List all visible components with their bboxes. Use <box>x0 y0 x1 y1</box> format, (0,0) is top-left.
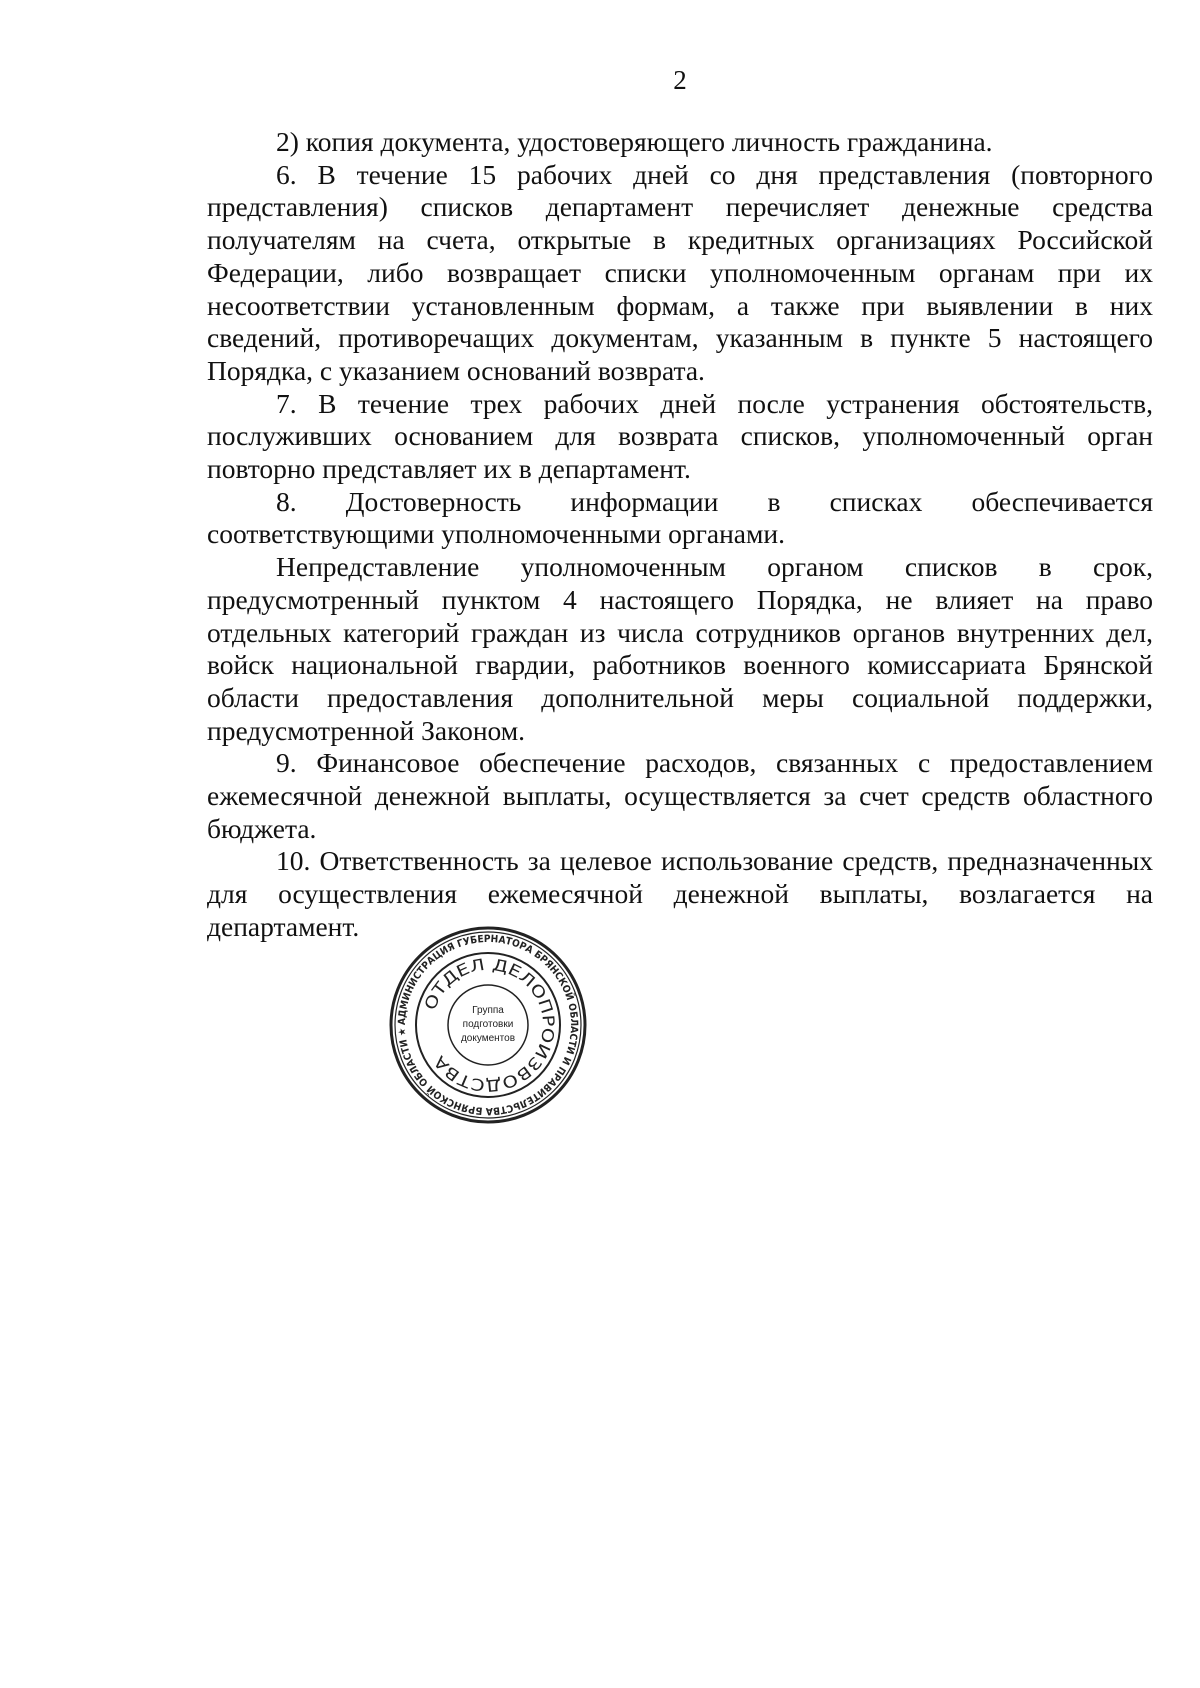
paragraph-item-2: 2) копия документа, удостоверяющего личность гражданина. <box>276 126 993 157</box>
stamp-center-line-1: Группа <box>472 1005 504 1016</box>
document-body <box>207 126 1153 944</box>
paragraph-7: 7. В течение трех рабочих дней после устранения обстоятельств, послуживших основанием для возврата списков, уполномоченный орган повторно представляет их в департамент. <box>207 387 1153 485</box>
stamp-graphic <box>388 925 588 1125</box>
stamp-outer-text: АДМИНИСТРАЦИЯ ГУБЕРНАТОРА БРЯНСКОЙ ОБЛАСТИ И ПРАВИТЕЛЬСТВА БРЯНСКОЙ ОБЛАСТИ ★ <box>396 933 580 1117</box>
page-number: 2 <box>673 65 687 95</box>
paragraph-10: 10. Ответственность за целевое использование средств, предназначенных для осуществления ежемесячной денежной выплаты, возлагается на департамент. <box>207 845 1153 942</box>
paragraph-6: 6. В течение 15 рабочих дней со дня представления (повторного представления) списков департамент перечисляет денежные средства получателям на счета, открытые в кредитных организациях Российской Федерации, либо возвращает списки уполномоченным органам при их несоответствии установленным формам, а также при выявлении в них сведений, противоречащих документам, указанным в пункте 5 настоящего Порядка, с указанием оснований возврата. <box>207 158 1153 386</box>
paragraph-non-submission: Непредставление уполномоченным органом списков в срок, предусмотренный пунктом 4 настоящего Порядка, не влияет на право отдельных категорий граждан из числа сотрудников органов внутренних дел, войск национальной гвардии, работников военного комиссариата Брянской области предоставления дополнительной меры социальной поддержки, предусмотренной Законом. <box>207 551 1153 746</box>
paragraph-8: 8. Достоверность информации в списках обеспечивается соответствующими уполномоченными органами. <box>207 485 1153 550</box>
paragraph-9: 9. Финансовое обеспечение расходов, связанных с предоставлением ежемесячной денежной выплаты, осуществляется за счет средств областного бюджета. <box>207 747 1153 844</box>
stamp-inner-text: ОТДЕЛ ДЕЛОПРОИЗВОДСТВА <box>420 954 559 1096</box>
stamp-center-line-3: документов <box>460 1033 516 1044</box>
official-stamp <box>388 925 588 1125</box>
stamp-center-line-2: подготовки <box>462 1019 514 1030</box>
